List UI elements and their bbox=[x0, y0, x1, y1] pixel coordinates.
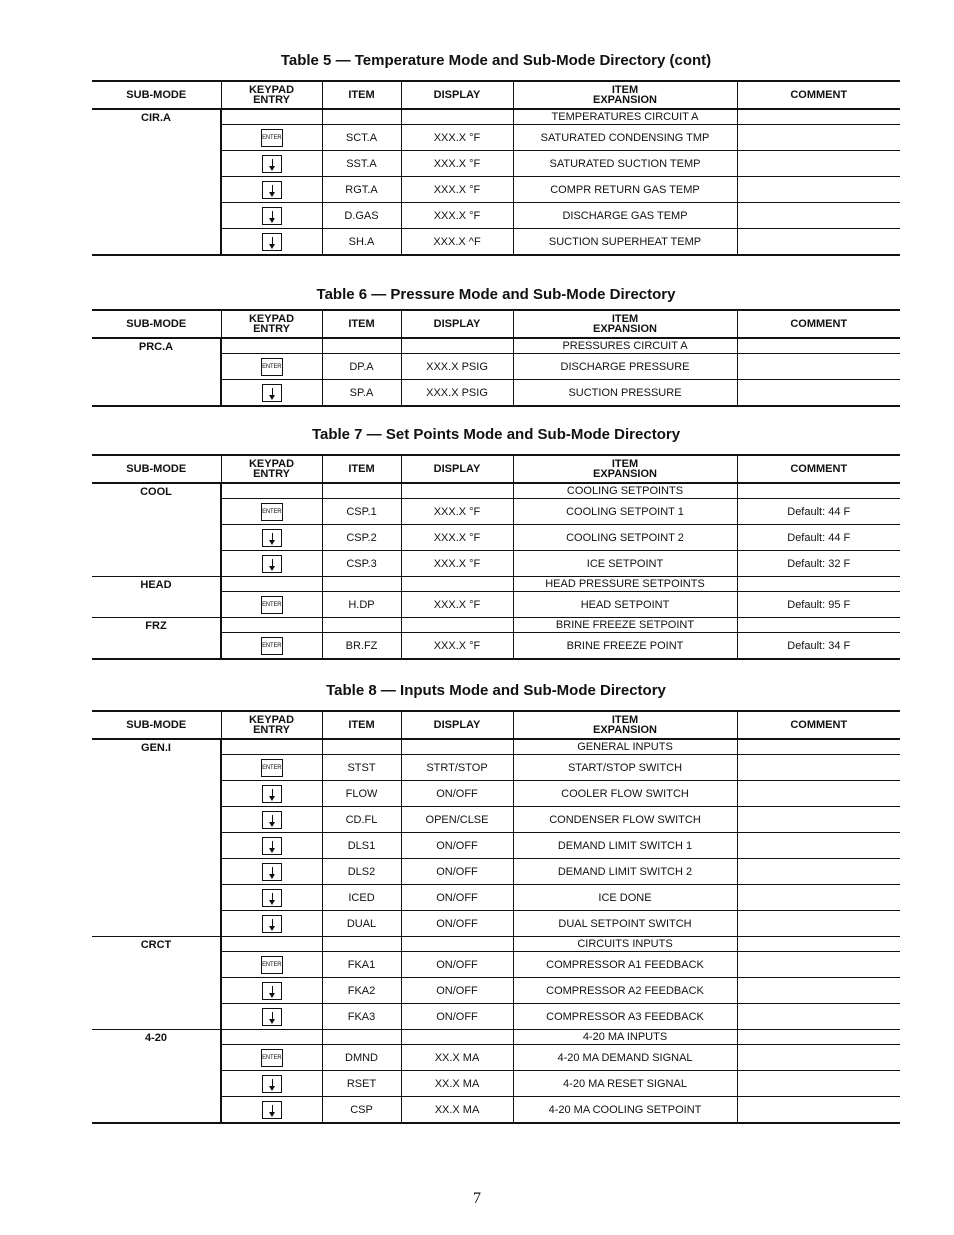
display-cell: XXX.X °F bbox=[401, 499, 513, 525]
keypad-cell bbox=[221, 577, 322, 592]
keypad-cell bbox=[221, 109, 322, 125]
sub-mode-cell: CRCT bbox=[92, 937, 221, 1030]
expansion-header bbox=[513, 310, 737, 338]
display-cell: XXX.X ^F bbox=[401, 229, 513, 256]
enter-key-icon: ENTER bbox=[261, 637, 283, 655]
expansion-cell: SUCTION PRESSURE bbox=[513, 380, 737, 407]
keypad-entry-header-text: KEYPAD bbox=[248, 714, 295, 726]
expansion-header bbox=[513, 455, 737, 483]
item-cell: FLOW bbox=[322, 781, 401, 807]
enter-key-icon: ENTER bbox=[261, 129, 283, 147]
keypad-entry-header-text: KEYPAD bbox=[248, 84, 295, 96]
display-cell: XXX.X PSIG bbox=[401, 354, 513, 380]
down-arrow-key-icon bbox=[262, 555, 282, 573]
sub-mode-row bbox=[92, 577, 900, 592]
expansion-cell: DEMAND LIMIT SWITCH 1 bbox=[513, 833, 737, 859]
display-cell: ON/OFF bbox=[401, 978, 513, 1004]
keypad-cell bbox=[221, 978, 322, 1004]
expansion-cell: PRESSURES CIRCUIT A bbox=[513, 338, 737, 354]
sub-mode-header bbox=[92, 81, 221, 109]
expansion-cell: ICE SETPOINT bbox=[513, 551, 737, 577]
display-cell: XX.X MA bbox=[401, 1045, 513, 1071]
display-cell: XXX.X °F bbox=[401, 633, 513, 660]
keypad-cell bbox=[221, 380, 322, 407]
display-header-text: DISPLAY bbox=[433, 318, 481, 330]
expansion-cell: CIRCUITS INPUTS bbox=[513, 937, 737, 952]
header-row bbox=[92, 81, 900, 109]
expansion-cell: COMPRESSOR A1 FEEDBACK bbox=[513, 952, 737, 978]
keypad-cell bbox=[221, 483, 322, 499]
comment-cell bbox=[737, 380, 900, 407]
display-cell: XX.X MA bbox=[401, 1097, 513, 1124]
comment-cell bbox=[737, 1045, 900, 1071]
keypad-cell bbox=[221, 151, 322, 177]
table-title: Table 6 — Pressure Mode and Sub-Mode Directory bbox=[316, 286, 676, 303]
comment-header bbox=[737, 310, 900, 338]
comment-cell bbox=[737, 577, 900, 592]
display-cell: XXX.X °F bbox=[401, 125, 513, 151]
down-arrow-key-icon bbox=[262, 982, 282, 1000]
expansion-cell: CONDENSER FLOW SWITCH bbox=[513, 807, 737, 833]
item-header-text: ITEM bbox=[348, 89, 375, 101]
comment-cell: Default: 44 F bbox=[737, 499, 900, 525]
keypad-cell bbox=[221, 1071, 322, 1097]
expansion-header-text: EXPANSION bbox=[593, 94, 657, 106]
expansion-cell: 4-20 MA DEMAND SIGNAL bbox=[513, 1045, 737, 1071]
expansion-cell: COMPR RETURN GAS TEMP bbox=[513, 177, 737, 203]
display-cell: XXX.X °F bbox=[401, 151, 513, 177]
expansion-header-text: ITEM bbox=[611, 458, 639, 470]
expansion-cell: COOLING SETPOINT 1 bbox=[513, 499, 737, 525]
item-cell: DUAL bbox=[322, 911, 401, 937]
item-cell: CSP.3 bbox=[322, 551, 401, 577]
comment-cell: Default: 44 F bbox=[737, 525, 900, 551]
expansion-cell: SATURATED SUCTION TEMP bbox=[513, 151, 737, 177]
keypad-entry-header-text: KEYPAD bbox=[248, 458, 295, 470]
keypad-entry-header-text: ENTRY bbox=[253, 323, 290, 335]
enter-key-icon: ENTER bbox=[261, 358, 283, 376]
item-header bbox=[322, 711, 401, 739]
item-cell: FKA2 bbox=[322, 978, 401, 1004]
item-cell: H.DP bbox=[322, 592, 401, 618]
sub-mode-cell: GEN.I bbox=[92, 739, 221, 937]
sub-mode-row bbox=[92, 618, 900, 633]
comment-header-text: COMMENT bbox=[790, 89, 848, 101]
down-arrow-key-icon bbox=[262, 837, 282, 855]
item-cell bbox=[322, 1030, 401, 1045]
down-arrow-key-icon bbox=[262, 181, 282, 199]
display-cell: XXX.X PSIG bbox=[401, 380, 513, 407]
display-cell: XXX.X °F bbox=[401, 525, 513, 551]
sub-mode-row bbox=[92, 739, 900, 755]
sub-mode-row bbox=[92, 1030, 900, 1045]
item-cell: STST bbox=[322, 755, 401, 781]
expansion-header bbox=[513, 711, 737, 739]
keypad-cell bbox=[221, 833, 322, 859]
sub-mode-header-text: SUB-MODE bbox=[126, 463, 187, 475]
item-cell bbox=[322, 338, 401, 354]
expansion-header-text: EXPANSION bbox=[593, 323, 657, 335]
comment-cell bbox=[737, 833, 900, 859]
comment-cell bbox=[737, 781, 900, 807]
comment-cell bbox=[737, 807, 900, 833]
header-row bbox=[92, 455, 900, 483]
display-cell: ON/OFF bbox=[401, 952, 513, 978]
display-cell: ON/OFF bbox=[401, 1004, 513, 1030]
keypad-cell bbox=[221, 1097, 322, 1124]
item-header-text: ITEM bbox=[348, 318, 375, 330]
comment-cell bbox=[737, 338, 900, 354]
comment-cell bbox=[737, 937, 900, 952]
expansion-cell: DISCHARGE GAS TEMP bbox=[513, 203, 737, 229]
keypad-cell bbox=[221, 1030, 322, 1045]
comment-cell bbox=[737, 739, 900, 755]
expansion-cell: COOLING SETPOINTS bbox=[513, 483, 737, 499]
item-cell: DLS2 bbox=[322, 859, 401, 885]
keypad-cell bbox=[221, 739, 322, 755]
item-cell: ICED bbox=[322, 885, 401, 911]
expansion-cell: START/STOP SWITCH bbox=[513, 755, 737, 781]
comment-header-text: COMMENT bbox=[790, 318, 848, 330]
down-arrow-key-icon bbox=[262, 785, 282, 803]
comment-cell: Default: 95 F bbox=[737, 592, 900, 618]
comment-cell bbox=[737, 354, 900, 380]
expansion-cell: COOLER FLOW SWITCH bbox=[513, 781, 737, 807]
keypad-cell bbox=[221, 354, 322, 380]
comment-cell bbox=[737, 1071, 900, 1097]
comment-cell bbox=[737, 1030, 900, 1045]
display-cell bbox=[401, 109, 513, 125]
table-title: Table 8 — Inputs Mode and Sub-Mode Directory bbox=[326, 682, 666, 699]
item-cell: CSP bbox=[322, 1097, 401, 1124]
down-arrow-key-icon bbox=[262, 1101, 282, 1119]
item-cell: CSP.2 bbox=[322, 525, 401, 551]
display-cell: ON/OFF bbox=[401, 781, 513, 807]
expansion-header-text: ITEM bbox=[611, 313, 639, 325]
display-cell: STRT/STOP bbox=[401, 755, 513, 781]
item-cell: BR.FZ bbox=[322, 633, 401, 660]
sub-mode-row bbox=[92, 109, 900, 125]
expansion-cell: DEMAND LIMIT SWITCH 2 bbox=[513, 859, 737, 885]
item-cell: SST.A bbox=[322, 151, 401, 177]
comment-cell bbox=[737, 885, 900, 911]
expansion-cell: COOLING SETPOINT 2 bbox=[513, 525, 737, 551]
keypad-cell bbox=[221, 618, 322, 633]
display-cell bbox=[401, 618, 513, 633]
keypad-cell bbox=[221, 592, 322, 618]
comment-header bbox=[737, 455, 900, 483]
display-cell: ON/OFF bbox=[401, 833, 513, 859]
display-header-text: DISPLAY bbox=[433, 89, 481, 101]
keypad-cell bbox=[221, 885, 322, 911]
item-cell bbox=[322, 937, 401, 952]
sub-mode-cell: 4-20 bbox=[92, 1030, 221, 1124]
comment-header bbox=[737, 81, 900, 109]
keypad-cell bbox=[221, 755, 322, 781]
down-arrow-key-icon bbox=[262, 1008, 282, 1026]
item-cell bbox=[322, 483, 401, 499]
down-arrow-key-icon bbox=[262, 915, 282, 933]
keypad-cell bbox=[221, 937, 322, 952]
keypad-entry-header bbox=[221, 711, 322, 739]
down-arrow-key-icon bbox=[262, 889, 282, 907]
item-cell: D.GAS bbox=[322, 203, 401, 229]
comment-cell: Default: 32 F bbox=[737, 551, 900, 577]
item-cell: SCT.A bbox=[322, 125, 401, 151]
keypad-entry-header-text: ENTRY bbox=[253, 94, 290, 106]
down-arrow-key-icon bbox=[262, 811, 282, 829]
display-header-text: DISPLAY bbox=[433, 463, 481, 475]
comment-cell bbox=[737, 618, 900, 633]
expansion-cell: HEAD SETPOINT bbox=[513, 592, 737, 618]
expansion-cell: SUCTION SUPERHEAT TEMP bbox=[513, 229, 737, 256]
comment-cell bbox=[737, 203, 900, 229]
keypad-entry-header-text: ENTRY bbox=[253, 468, 290, 480]
sub-mode-cell: HEAD bbox=[92, 577, 221, 618]
item-header-text: ITEM bbox=[348, 463, 375, 475]
keypad-cell bbox=[221, 807, 322, 833]
display-cell bbox=[401, 1030, 513, 1045]
comment-cell bbox=[737, 1004, 900, 1030]
comment-header-text: COMMENT bbox=[790, 463, 848, 475]
sub-mode-header-text: SUB-MODE bbox=[126, 89, 187, 101]
sub-mode-header bbox=[92, 711, 221, 739]
keypad-entry-header bbox=[221, 310, 322, 338]
keypad-cell bbox=[221, 229, 322, 256]
directory-table bbox=[92, 80, 900, 256]
expansion-cell: ICE DONE bbox=[513, 885, 737, 911]
sub-mode-cell: CIR.A bbox=[92, 109, 221, 255]
item-cell: RSET bbox=[322, 1071, 401, 1097]
display-header bbox=[401, 310, 513, 338]
sub-mode-header-text: SUB-MODE bbox=[126, 318, 187, 330]
directory-table bbox=[92, 710, 900, 1124]
item-cell: CSP.1 bbox=[322, 499, 401, 525]
keypad-cell bbox=[221, 551, 322, 577]
item-cell: RGT.A bbox=[322, 177, 401, 203]
directory-table bbox=[92, 454, 900, 660]
expansion-header bbox=[513, 81, 737, 109]
comment-cell bbox=[737, 755, 900, 781]
expansion-header-text: ITEM bbox=[611, 84, 639, 96]
display-cell: ON/OFF bbox=[401, 859, 513, 885]
item-header bbox=[322, 81, 401, 109]
comment-header-text: COMMENT bbox=[790, 719, 848, 731]
down-arrow-key-icon bbox=[262, 529, 282, 547]
expansion-cell: SATURATED CONDENSING TMP bbox=[513, 125, 737, 151]
comment-cell bbox=[737, 229, 900, 256]
item-cell: SP.A bbox=[322, 380, 401, 407]
expansion-header-text: EXPANSION bbox=[593, 468, 657, 480]
header-row bbox=[92, 711, 900, 739]
expansion-header-text: ITEM bbox=[611, 714, 639, 726]
keypad-cell bbox=[221, 177, 322, 203]
display-cell: ON/OFF bbox=[401, 885, 513, 911]
comment-cell bbox=[737, 109, 900, 125]
down-arrow-key-icon bbox=[262, 1075, 282, 1093]
item-cell bbox=[322, 739, 401, 755]
down-arrow-key-icon bbox=[262, 207, 282, 225]
enter-key-icon: ENTER bbox=[261, 1049, 283, 1067]
directory-table bbox=[92, 309, 900, 407]
display-cell bbox=[401, 483, 513, 499]
keypad-entry-header-text: ENTRY bbox=[253, 724, 290, 736]
item-cell: DP.A bbox=[322, 354, 401, 380]
table-title: Table 7 — Set Points Mode and Sub-Mode Directory bbox=[311, 426, 681, 443]
display-cell: XXX.X °F bbox=[401, 203, 513, 229]
sub-mode-header bbox=[92, 455, 221, 483]
display-cell: XX.X MA bbox=[401, 1071, 513, 1097]
sub-mode-row bbox=[92, 483, 900, 499]
keypad-entry-header-text: KEYPAD bbox=[248, 313, 295, 325]
comment-cell bbox=[737, 859, 900, 885]
down-arrow-key-icon bbox=[262, 155, 282, 173]
expansion-cell: DUAL SETPOINT SWITCH bbox=[513, 911, 737, 937]
display-cell bbox=[401, 739, 513, 755]
comment-cell bbox=[737, 978, 900, 1004]
keypad-cell bbox=[221, 952, 322, 978]
expansion-cell: GENERAL INPUTS bbox=[513, 739, 737, 755]
comment-cell: Default: 34 F bbox=[737, 633, 900, 660]
keypad-cell bbox=[221, 1004, 322, 1030]
expansion-cell: BRINE FREEZE SETPOINT bbox=[513, 618, 737, 633]
expansion-cell: COMPRESSOR A2 FEEDBACK bbox=[513, 978, 737, 1004]
keypad-entry-header bbox=[221, 455, 322, 483]
expansion-cell: DISCHARGE PRESSURE bbox=[513, 354, 737, 380]
item-cell: SH.A bbox=[322, 229, 401, 256]
item-cell bbox=[322, 618, 401, 633]
item-cell bbox=[322, 109, 401, 125]
table-title: Table 5 — Temperature Mode and Sub-Mode Directory (cont) bbox=[280, 52, 712, 69]
item-cell bbox=[322, 577, 401, 592]
expansion-cell: TEMPERATURES CIRCUIT A bbox=[513, 109, 737, 125]
display-cell bbox=[401, 937, 513, 952]
expansion-cell: 4-20 MA COOLING SETPOINT bbox=[513, 1097, 737, 1124]
item-cell: FKA3 bbox=[322, 1004, 401, 1030]
keypad-cell bbox=[221, 203, 322, 229]
display-header bbox=[401, 81, 513, 109]
display-header bbox=[401, 711, 513, 739]
enter-key-icon: ENTER bbox=[261, 503, 283, 521]
keypad-cell bbox=[221, 525, 322, 551]
page-number: 7 bbox=[473, 1190, 481, 1207]
keypad-entry-header bbox=[221, 81, 322, 109]
keypad-cell bbox=[221, 781, 322, 807]
item-cell: DMND bbox=[322, 1045, 401, 1071]
expansion-header-text: EXPANSION bbox=[593, 724, 657, 736]
display-cell: XXX.X °F bbox=[401, 592, 513, 618]
display-cell: XXX.X °F bbox=[401, 551, 513, 577]
enter-key-icon: ENTER bbox=[261, 759, 283, 777]
item-cell: FKA1 bbox=[322, 952, 401, 978]
sub-mode-cell: PRC.A bbox=[92, 338, 221, 406]
item-cell: CD.FL bbox=[322, 807, 401, 833]
enter-key-icon: ENTER bbox=[261, 596, 283, 614]
display-header bbox=[401, 455, 513, 483]
comment-cell bbox=[737, 125, 900, 151]
sub-mode-row bbox=[92, 338, 900, 354]
sub-mode-row bbox=[92, 937, 900, 952]
comment-cell bbox=[737, 177, 900, 203]
expansion-cell: BRINE FREEZE POINT bbox=[513, 633, 737, 660]
display-cell: ON/OFF bbox=[401, 911, 513, 937]
display-cell: XXX.X °F bbox=[401, 177, 513, 203]
expansion-cell: COMPRESSOR A3 FEEDBACK bbox=[513, 1004, 737, 1030]
comment-cell bbox=[737, 952, 900, 978]
display-cell bbox=[401, 577, 513, 592]
item-header bbox=[322, 455, 401, 483]
comment-cell bbox=[737, 911, 900, 937]
comment-header bbox=[737, 711, 900, 739]
sub-mode-cell: COOL bbox=[92, 483, 221, 577]
header-row bbox=[92, 310, 900, 338]
comment-cell bbox=[737, 483, 900, 499]
item-header bbox=[322, 310, 401, 338]
keypad-cell bbox=[221, 633, 322, 660]
expansion-cell: HEAD PRESSURE SETPOINTS bbox=[513, 577, 737, 592]
keypad-cell bbox=[221, 338, 322, 354]
keypad-cell bbox=[221, 859, 322, 885]
comment-cell bbox=[737, 151, 900, 177]
item-header-text: ITEM bbox=[348, 719, 375, 731]
down-arrow-key-icon bbox=[262, 384, 282, 402]
comment-cell bbox=[737, 1097, 900, 1124]
display-cell bbox=[401, 338, 513, 354]
display-cell: OPEN/CLSE bbox=[401, 807, 513, 833]
item-cell: DLS1 bbox=[322, 833, 401, 859]
keypad-cell bbox=[221, 499, 322, 525]
keypad-cell bbox=[221, 1045, 322, 1071]
sub-mode-header-text: SUB-MODE bbox=[126, 719, 187, 731]
expansion-cell: 4-20 MA RESET SIGNAL bbox=[513, 1071, 737, 1097]
keypad-cell bbox=[221, 911, 322, 937]
down-arrow-key-icon bbox=[262, 233, 282, 251]
sub-mode-header bbox=[92, 310, 221, 338]
keypad-cell bbox=[221, 125, 322, 151]
down-arrow-key-icon bbox=[262, 863, 282, 881]
expansion-cell: 4-20 MA INPUTS bbox=[513, 1030, 737, 1045]
display-header-text: DISPLAY bbox=[433, 719, 481, 731]
enter-key-icon: ENTER bbox=[261, 956, 283, 974]
sub-mode-cell: FRZ bbox=[92, 618, 221, 660]
